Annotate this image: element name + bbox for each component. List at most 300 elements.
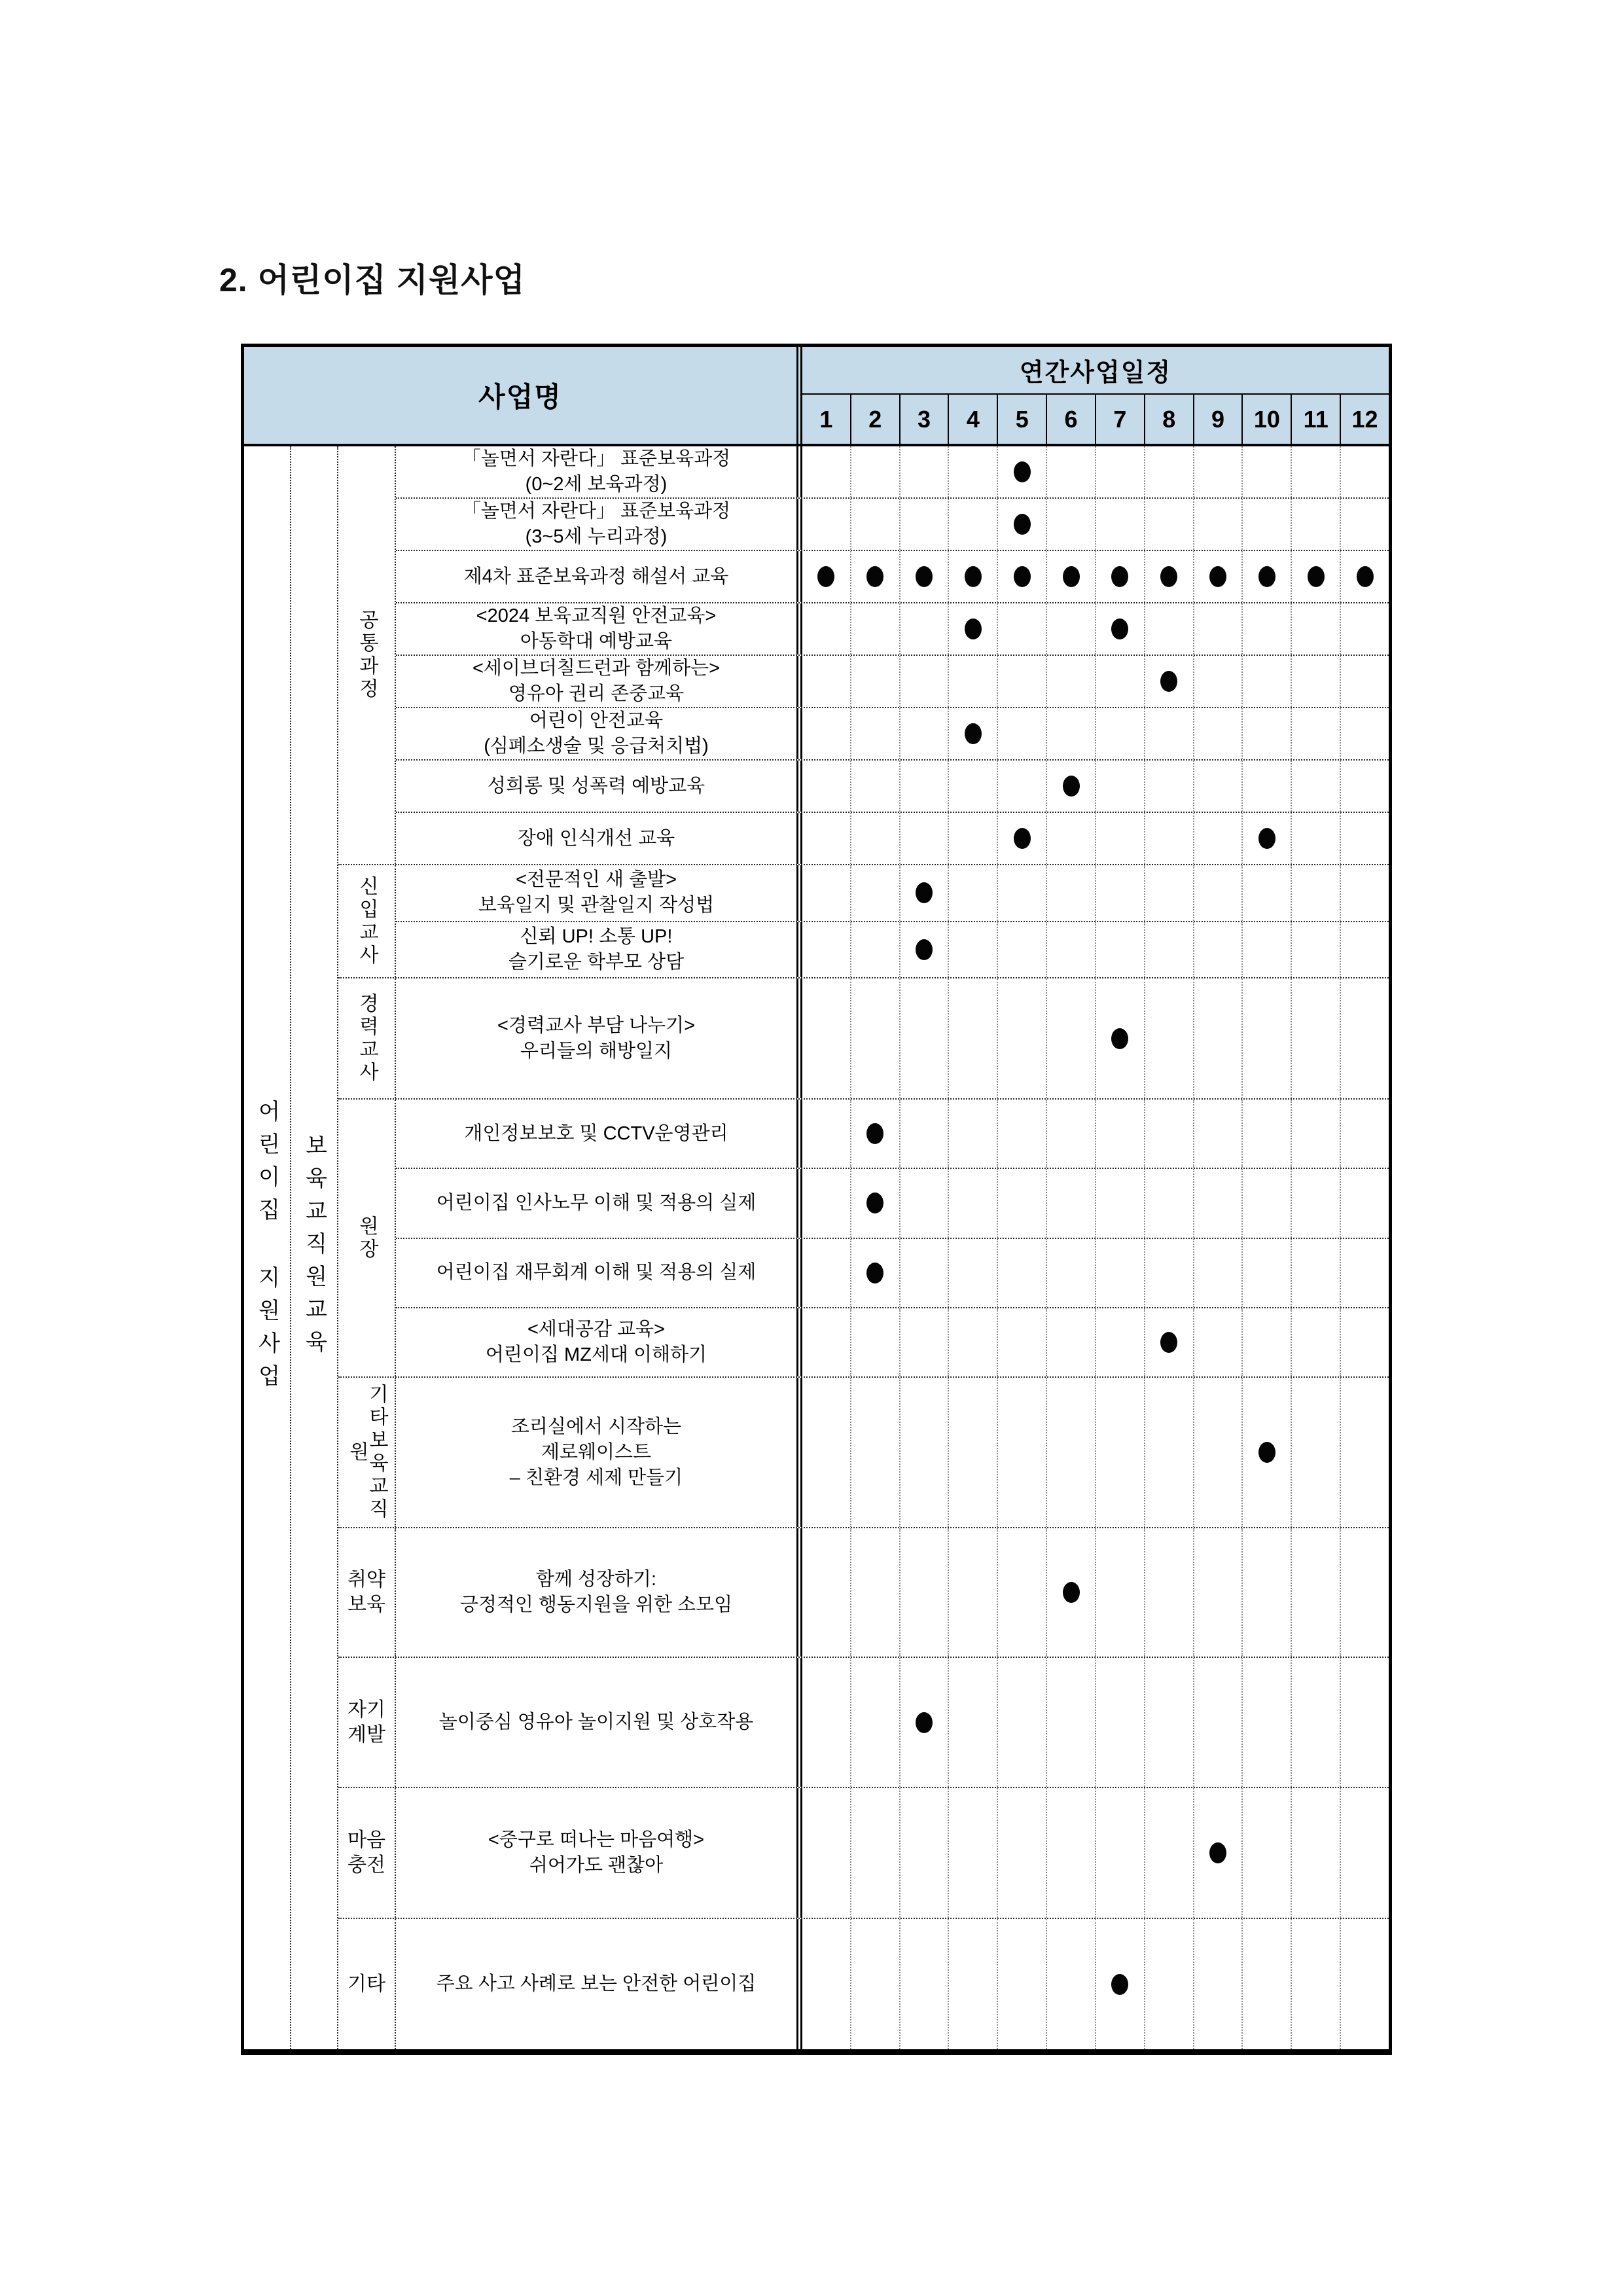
header-project-name: 사업명 (478, 382, 562, 412)
category-label (338, 978, 396, 1098)
month-cell (1047, 1169, 1096, 1237)
month-cell (851, 656, 901, 707)
program-name-line: 「놀면서 자란다」 표준보육과정 (461, 501, 731, 522)
month-cells (796, 1378, 1389, 1527)
month-cell (901, 1169, 950, 1237)
month-cell (998, 499, 1047, 550)
month-cell (1047, 446, 1096, 497)
month-cell (1292, 1378, 1341, 1527)
program-name-line: 신뢰 UP! 소통 UP! (520, 925, 673, 947)
month-cell (1194, 865, 1243, 921)
schedule-dot-icon (866, 1123, 883, 1144)
month-cell (1341, 1528, 1389, 1657)
month-cell (949, 1169, 998, 1237)
category-label-text: 계발 (348, 1723, 385, 1746)
program-name-line: <경력교사 부담 나누기> (497, 1014, 696, 1036)
month-cell (802, 446, 851, 497)
month-cell (1047, 813, 1096, 864)
month-cell (1292, 1658, 1341, 1787)
program-row (396, 656, 1389, 708)
month-cell (998, 1378, 1047, 1527)
month-cell (802, 1919, 851, 2049)
month-cell (1341, 708, 1389, 759)
program-name-line: 성희롱 및 성폭력 예방교육 (487, 775, 705, 797)
program-row (396, 1378, 1389, 1527)
schedule-table (241, 344, 1392, 2055)
month-cell (1096, 761, 1145, 812)
month-cell (1341, 551, 1389, 602)
program-row (396, 1788, 1389, 1918)
category-label (338, 865, 396, 977)
group-label-staff-education: 보육교직원교육 (302, 1133, 327, 1363)
month-cell (949, 1100, 998, 1168)
month-cell (1047, 1378, 1096, 1527)
schedule-dot-icon (817, 566, 834, 587)
month-cell (1341, 761, 1389, 812)
month-cell (1194, 499, 1243, 550)
month-cell (851, 1308, 901, 1376)
program-name (396, 813, 796, 864)
category-label-text: 경력교사 (356, 992, 378, 1085)
schedule-dot-icon (1160, 566, 1177, 587)
month-cells (796, 708, 1389, 759)
month-cell (1243, 1308, 1292, 1376)
month-cell (1145, 708, 1194, 759)
program-name-line: 함께 성장하기: (535, 1569, 657, 1590)
program-name (396, 1100, 796, 1168)
month-cell (998, 922, 1047, 978)
month-cell (1096, 813, 1145, 864)
category-label (338, 1919, 396, 2049)
month-cell (1341, 978, 1389, 1098)
month-cell (901, 1100, 950, 1168)
program-name-line: 슬기로운 학부모 상담 (508, 951, 685, 973)
schedule-dot-icon (916, 882, 933, 903)
month-cell (802, 1100, 851, 1168)
month-cell (949, 1919, 998, 2049)
month-cell (901, 708, 950, 759)
month-cell (1194, 1658, 1243, 1787)
month-cell (802, 1378, 851, 1527)
month-cell (998, 551, 1047, 602)
month-cell (851, 978, 901, 1098)
month-cell (851, 551, 901, 602)
category-label-text: 취약 (348, 1569, 385, 1590)
program-row (396, 551, 1389, 603)
schedule-dot-icon (1111, 1974, 1128, 1995)
program-name-line: 놀이중심 영유아 놀이지원 및 상호작용 (438, 1712, 754, 1732)
month-cell (949, 499, 998, 550)
category-block (338, 865, 1389, 978)
month-cell (1096, 603, 1145, 655)
month-cell (998, 1788, 1047, 1918)
month-cell (1341, 813, 1389, 864)
program-name-line: (3~5세 누리과정) (525, 526, 668, 547)
month-cell (1292, 499, 1341, 550)
month-cell (1243, 922, 1292, 978)
group-column-support-project (244, 446, 291, 2049)
schedule-dot-icon (1111, 619, 1128, 639)
month-cell (998, 865, 1047, 921)
month-cell (1047, 1658, 1096, 1787)
month-cell (1096, 1169, 1145, 1237)
category-label-text: 자기 (348, 1698, 385, 1721)
category-block (338, 1919, 1389, 2049)
month-cell (1096, 1919, 1145, 2049)
category-label-text: 마음 (348, 1829, 385, 1851)
month-cell (901, 813, 950, 864)
month-cell (1243, 603, 1292, 655)
month-cells (796, 1169, 1389, 1237)
month-cell (1194, 813, 1243, 864)
month-cell (851, 446, 901, 497)
program-rows (396, 1100, 1389, 1376)
month-cell (901, 446, 950, 497)
month-cell (851, 761, 901, 812)
schedule-dot-icon (965, 723, 982, 744)
month-header-row (802, 395, 1389, 444)
month-cells (796, 865, 1389, 921)
month-cells (796, 1658, 1389, 1787)
schedule-dot-icon (866, 1193, 883, 1213)
schedule-dot-icon (866, 566, 883, 587)
month-cells (796, 1919, 1389, 2049)
month-cell (998, 1528, 1047, 1657)
month-cell (1292, 1239, 1341, 1307)
month-cell (1292, 813, 1341, 864)
month-cell (1243, 499, 1292, 550)
month-cell (851, 813, 901, 864)
program-rows (396, 1788, 1389, 1918)
month-cell (1096, 1788, 1145, 1918)
month-cell (901, 1788, 950, 1918)
month-cell (1096, 708, 1145, 759)
month-header-cell: 6 (1047, 395, 1096, 444)
month-cell (1243, 551, 1292, 602)
month-cell (1194, 761, 1243, 812)
month-cell (1145, 1658, 1194, 1787)
month-cell (901, 1658, 950, 1787)
schedule-dot-icon (1063, 566, 1080, 587)
program-name-line: 어린이집 MZ세대 이해하기 (485, 1344, 707, 1365)
month-cell (1047, 551, 1096, 602)
month-cell (949, 1378, 998, 1527)
program-rows (396, 1658, 1389, 1787)
group-column-staff-education (291, 446, 338, 2049)
month-cell (949, 761, 998, 812)
month-cell (1243, 446, 1292, 497)
month-cell (998, 446, 1047, 497)
month-cell (1243, 1100, 1292, 1168)
month-cell (1292, 1528, 1341, 1657)
month-cell (901, 761, 950, 812)
month-cell (901, 1528, 950, 1657)
program-name (396, 603, 796, 655)
program-name-line: – 친환경 세제 만들기 (509, 1467, 683, 1488)
month-cell (802, 1239, 851, 1307)
schedule-dot-icon (1258, 1442, 1275, 1463)
month-cell (1145, 551, 1194, 602)
schedule-dot-icon (916, 939, 933, 960)
category-block (338, 978, 1389, 1100)
month-cell (949, 922, 998, 978)
month-cell (949, 1308, 998, 1376)
program-name (396, 499, 796, 550)
month-cell (802, 1308, 851, 1376)
month-cell (1047, 865, 1096, 921)
program-name-line: <세대공감 교육> (527, 1318, 665, 1340)
schedule-dot-icon (1209, 566, 1226, 587)
program-name-line: <2024 보육교직원 안전교육> (476, 605, 717, 626)
month-cell (949, 446, 998, 497)
schedule-dot-icon (1160, 1332, 1177, 1353)
schedule-dot-icon (1308, 566, 1325, 587)
month-cell (1096, 551, 1145, 602)
month-cell (851, 1239, 901, 1307)
month-cells (796, 1100, 1389, 1168)
month-cell (949, 1658, 998, 1787)
month-cell (1145, 1788, 1194, 1918)
month-cell (1292, 1308, 1341, 1376)
program-name (396, 1919, 796, 2049)
program-row (396, 1308, 1389, 1376)
month-cell (1194, 922, 1243, 978)
month-cell (1047, 922, 1096, 978)
month-cell (1292, 1788, 1341, 1918)
month-cell (851, 1378, 901, 1527)
month-header-cell: 7 (1096, 395, 1145, 444)
program-row (396, 1528, 1389, 1657)
header-schedule-section (796, 347, 1389, 444)
program-row (396, 761, 1389, 813)
month-cell (1194, 1100, 1243, 1168)
month-cell (901, 1308, 950, 1376)
program-name-line: <전문적인 새 출발> (515, 869, 677, 891)
month-cell (851, 922, 901, 978)
month-cell (1194, 1378, 1243, 1527)
month-cell (901, 1378, 950, 1527)
month-cell (901, 551, 950, 602)
month-cell (1243, 761, 1292, 812)
program-name (396, 1239, 796, 1307)
month-cell (802, 1788, 851, 1918)
month-cell (1047, 978, 1096, 1098)
program-rows (396, 1378, 1389, 1527)
month-cell (1145, 656, 1194, 707)
month-cell (1096, 656, 1145, 707)
schedule-dot-icon (1014, 566, 1031, 587)
schedule-dot-icon (965, 619, 982, 639)
month-cell (1047, 1788, 1096, 1918)
category-block (338, 446, 1389, 865)
program-name (396, 656, 796, 707)
month-cell (1145, 978, 1194, 1098)
program-row (396, 1658, 1389, 1787)
month-cell (802, 813, 851, 864)
month-cell (1096, 1239, 1145, 1307)
month-cell (1341, 865, 1389, 921)
month-cell (1292, 446, 1341, 497)
month-cell (998, 656, 1047, 707)
month-cell (1194, 1788, 1243, 1918)
month-cell (949, 708, 998, 759)
month-cell (1243, 1239, 1292, 1307)
month-cell (802, 1658, 851, 1787)
month-cell (1047, 1919, 1096, 2049)
schedule-dot-icon (1111, 566, 1128, 587)
category-block (338, 1528, 1389, 1658)
program-row (396, 1169, 1389, 1238)
month-cell (1096, 1100, 1145, 1168)
program-name (396, 708, 796, 759)
month-cell (901, 865, 950, 921)
schedule-dot-icon (1014, 461, 1031, 482)
month-header-cell: 11 (1292, 395, 1341, 444)
month-cell (1292, 761, 1341, 812)
program-name (396, 865, 796, 921)
schedule-dot-icon (1063, 1582, 1080, 1603)
month-cells (796, 978, 1389, 1098)
schedule-dot-icon (1063, 776, 1080, 797)
category-label (338, 1100, 396, 1376)
program-name-line: 주요 사고 사례로 보는 안전한 어린이집 (436, 1973, 757, 1994)
month-cell (998, 978, 1047, 1098)
month-cell (1243, 978, 1292, 1098)
month-cell (1341, 1919, 1389, 2049)
month-cell (1292, 922, 1341, 978)
month-cell (802, 708, 851, 759)
month-cell (851, 499, 901, 550)
month-cell (1292, 551, 1341, 602)
month-cell (1096, 865, 1145, 921)
month-cell (1243, 1169, 1292, 1237)
month-cell (1243, 708, 1292, 759)
month-cell (998, 761, 1047, 812)
month-cell (802, 603, 851, 655)
month-cell (851, 1788, 901, 1918)
month-cell (1194, 1919, 1243, 2049)
program-rows (396, 865, 1389, 977)
month-cell (1145, 865, 1194, 921)
program-name-line: 어린이 안전교육 (529, 710, 664, 731)
month-cell (1341, 499, 1389, 550)
month-cells (796, 1239, 1389, 1307)
program-row (396, 708, 1389, 761)
month-cell (1292, 1169, 1341, 1237)
month-cell (802, 922, 851, 978)
month-cell (949, 551, 998, 602)
month-cell (901, 603, 950, 655)
program-name-line: 「놀면서 자란다」 표준보육과정 (461, 448, 731, 469)
month-cell (802, 978, 851, 1098)
month-cell (1096, 1658, 1145, 1787)
month-cell (901, 1919, 950, 2049)
category-block (338, 1658, 1389, 1788)
program-name-line: 어린이집 인사노무 이해 및 적용의 실제 (436, 1192, 757, 1213)
month-cell (1145, 922, 1194, 978)
program-name (396, 446, 796, 497)
month-cells (796, 813, 1389, 864)
month-cell (1341, 1378, 1389, 1527)
month-cell (1096, 1378, 1145, 1527)
schedule-dot-icon (1160, 671, 1177, 692)
month-cell (1243, 1788, 1292, 1918)
month-cell (949, 865, 998, 921)
month-cell (998, 1100, 1047, 1168)
schedule-dot-icon (1111, 1028, 1128, 1049)
page-title: 2. 어린이집 지원사업 (219, 262, 526, 298)
month-header-cell: 2 (851, 395, 901, 444)
month-cell (1194, 603, 1243, 655)
month-cell (998, 708, 1047, 759)
program-rows (396, 446, 1389, 864)
month-cell (851, 1528, 901, 1657)
category-label-text: 보육 (348, 1594, 385, 1615)
month-cell (1047, 1308, 1096, 1376)
month-cell (1145, 813, 1194, 864)
month-cell (1194, 708, 1243, 759)
month-cell (1341, 1658, 1389, 1787)
month-header-cell: 8 (1145, 395, 1194, 444)
month-cell (1145, 603, 1194, 655)
category-label (338, 1788, 396, 1918)
month-header-cell: 3 (901, 395, 950, 444)
month-cell (1292, 1100, 1341, 1168)
month-cell (1292, 656, 1341, 707)
month-cells (796, 922, 1389, 978)
category-block (338, 1100, 1389, 1378)
category-block (338, 1788, 1389, 1919)
month-cell (1292, 865, 1341, 921)
month-header-cell: 10 (1243, 395, 1292, 444)
program-name-line: (심폐소생술 및 응급처치법) (484, 736, 709, 757)
month-cell (998, 1658, 1047, 1787)
category-label-text: 충전 (348, 1854, 385, 1876)
program-name-line: 제로웨이스트 (541, 1441, 652, 1463)
month-cells (796, 446, 1389, 497)
schedule-dot-icon (866, 1263, 883, 1283)
program-name-line: 영유아 권리 존중교육 (508, 683, 685, 704)
program-name-line: 개인정보보호 및 CCTV운영관리 (464, 1122, 728, 1144)
month-cell (802, 761, 851, 812)
program-row (396, 813, 1389, 864)
month-cell (1341, 1239, 1389, 1307)
program-name-line: 긍정적인 행동지원을 위한 소모임 (459, 1594, 733, 1615)
month-cell (998, 1239, 1047, 1307)
month-cell (851, 708, 901, 759)
program-row (396, 1100, 1389, 1169)
schedule-dot-icon (1258, 828, 1275, 849)
month-cell (1341, 922, 1389, 978)
program-rows (396, 1528, 1389, 1657)
month-cell (1047, 761, 1096, 812)
month-cell (1096, 922, 1145, 978)
month-cell (1145, 1239, 1194, 1307)
month-cell (1243, 813, 1292, 864)
month-cell (901, 499, 950, 550)
month-cell (1194, 1169, 1243, 1237)
month-cell (1096, 1528, 1145, 1657)
program-name (396, 1528, 796, 1657)
program-name (396, 1308, 796, 1376)
category-label-text: 원장 (356, 1215, 378, 1261)
month-cell (1194, 1239, 1243, 1307)
program-name-line: 우리들의 해방일지 (520, 1040, 673, 1062)
month-cell (1047, 499, 1096, 550)
month-cell (1096, 446, 1145, 497)
program-row (396, 499, 1389, 551)
month-cell (1243, 1528, 1292, 1657)
